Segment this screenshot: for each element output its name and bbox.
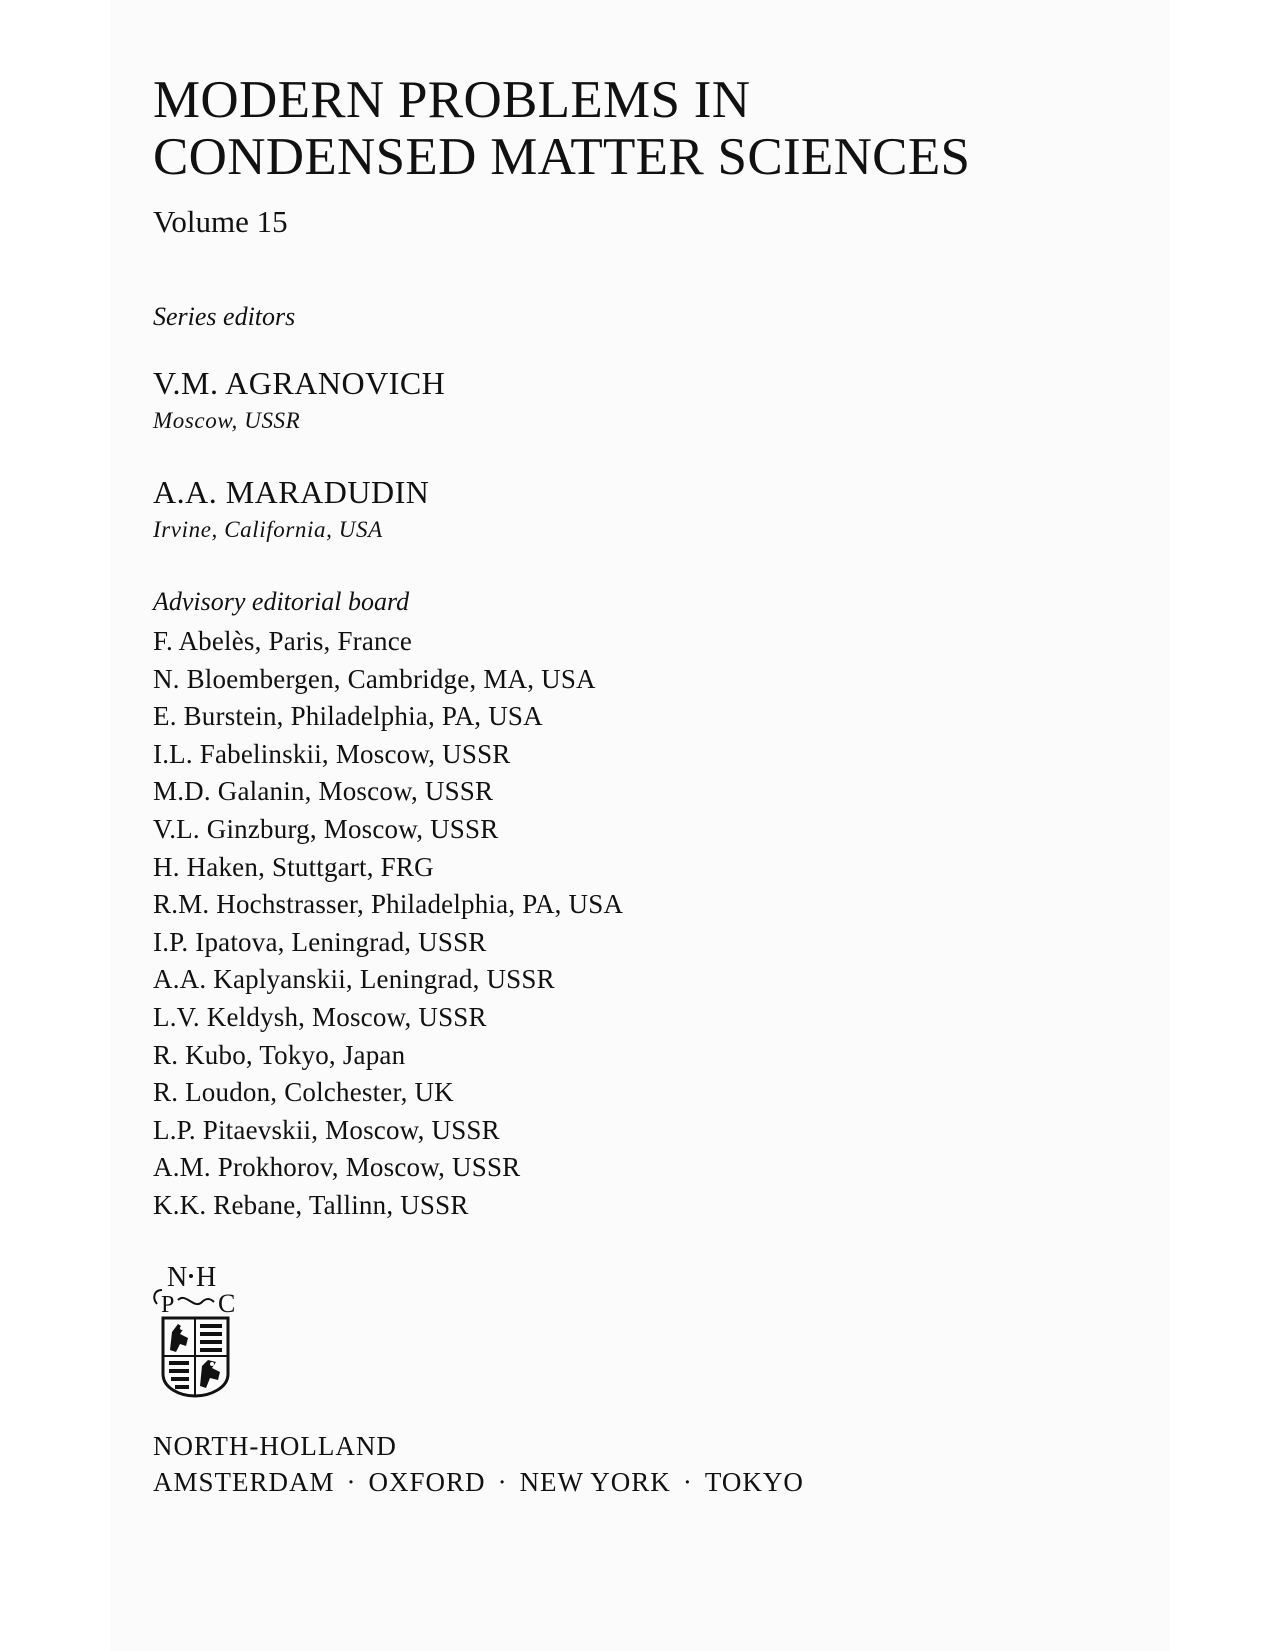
board-member: L.P. Pitaevskii, Moscow, USSR	[153, 1114, 500, 1145]
board-member: I.L. Fabelinskii, Moscow, USSR	[153, 738, 511, 769]
volume-number: Volume 15	[153, 204, 288, 239]
advisory-board-list	[153, 623, 1153, 1225]
board-member: E. Burstein, Philadelphia, PA, USA	[153, 701, 543, 732]
advisory-board-heading: Advisory editorial board	[153, 587, 410, 616]
board-member: M.D. Galanin, Moscow, USSR	[153, 776, 494, 807]
city-separator: ·	[497, 1467, 508, 1497]
publisher-cities	[153, 1464, 804, 1500]
editor-location: Irvine, California, USA	[153, 517, 383, 542]
svg-text:N: N	[167, 1262, 188, 1293]
publisher-city: AMSTERDAM	[153, 1467, 335, 1497]
series-title-line-1: MODERN PROBLEMS IN	[153, 71, 751, 129]
publisher-city: TOKYO	[704, 1467, 804, 1497]
board-member: R. Kubo, Tokyo, Japan	[153, 1039, 406, 1070]
board-member: F. Abelès, Paris, France	[153, 626, 413, 656]
north-holland-publisher-logo-icon	[150, 1262, 250, 1402]
publisher-name: NORTH-HOLLAND	[153, 1431, 397, 1461]
city-separator: ·	[346, 1467, 357, 1497]
board-member: V.L. Ginzburg, Moscow, USSR	[153, 813, 499, 844]
series-editors-heading: Series editors	[153, 302, 296, 331]
board-member: H. Haken, Stuttgart, FRG	[153, 851, 434, 882]
series-title-line-2: CONDENSED MATTER SCIENCES	[153, 128, 971, 186]
board-member: N. Bloembergen, Cambridge, MA, USA	[153, 663, 596, 694]
editor-location: Moscow, USSR	[153, 408, 301, 433]
city-separator: ·	[682, 1467, 693, 1497]
title-page	[153, 72, 1153, 1241]
board-member: K.K. Rebane, Tallinn, USSR	[153, 1189, 469, 1220]
board-member: R. Loudon, Colchester, UK	[153, 1077, 454, 1108]
svg-text:P: P	[161, 1292, 175, 1318]
publisher-imprint	[153, 1428, 804, 1500]
publisher-city: NEW YORK	[519, 1467, 671, 1497]
series-title	[153, 72, 1153, 186]
publisher-city: OXFORD	[368, 1467, 486, 1497]
svg-text:C: C	[218, 1289, 236, 1318]
board-member: A.A. Kaplyanskii, Leningrad, USSR	[153, 964, 555, 995]
board-member: I.P. Ipatova, Leningrad, USSR	[153, 926, 487, 957]
board-member: R.M. Hochstrasser, Philadelphia, PA, USA	[153, 889, 624, 920]
board-member: A.M. Prokhorov, Moscow, USSR	[153, 1152, 521, 1183]
editor-name: V.M. AGRANOVICH	[153, 365, 446, 401]
board-member: L.V. Keldysh, Moscow, USSR	[153, 1001, 487, 1032]
svg-text:H: H	[196, 1262, 217, 1293]
editor-name: A.A. MARADUDIN	[153, 474, 430, 510]
